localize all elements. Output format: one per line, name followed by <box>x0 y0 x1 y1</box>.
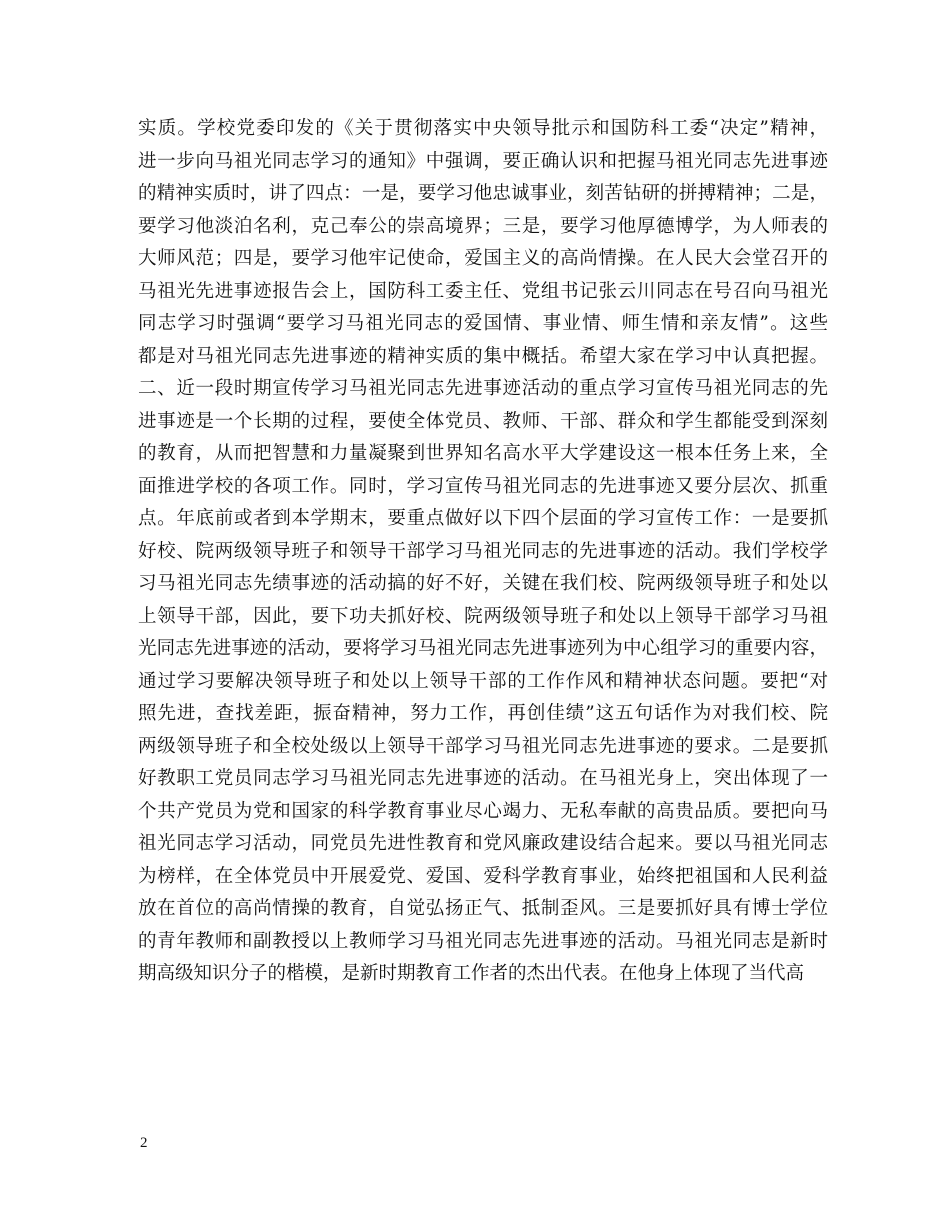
text-line: 马祖光先进事迹报告会上，国防科工委主任、党组书记张云川同志在号召向马祖光 <box>138 280 828 302</box>
text-line: 进事迹是一个长期的过程，要使全体党员、教师、干部、群众和学生都能受到深刻 <box>138 410 828 432</box>
text-line: 点。年底前或者到本学期末，要重点做好以下四个层面的学习宣传工作：一是要抓 <box>138 508 828 529</box>
text-line: 面推进学校的各项工作。同时，学习宣传马祖光同志的先进事迹又要分层次、抓重 <box>138 475 828 497</box>
text-line: 好教职工党员同志学习马祖光同志先进事迹的活动。在马祖光身上，突出体现了一 <box>138 768 828 789</box>
text-line: 个共产党员为党和国家的科学教育事业尽心竭力、无私奉献的高贵品质。要把向马 <box>138 800 828 822</box>
text-line: 的精神实质时，讲了四点：一是，要学习他忠诚事业，刻苦钻研的拼搏精神；二是， <box>138 183 828 204</box>
text-line: 大师风范；四是，要学习他牢记使命，爱国主义的高尚情操。在人民大会堂召开的 <box>138 248 828 269</box>
text-line: 通过学习要解决领导班子和处以上领导干部的工作作风和精神状态问题。要把“对 <box>138 670 828 692</box>
text-line: 的教育，从而把智慧和力量凝聚到世界知名高水平大学建设这一根本任务上来，全 <box>138 443 828 464</box>
text-line: 期高级知识分子的楷模，是新时期教育工作者的杰出代表。在他身上体现了当代高 <box>138 963 805 984</box>
text-line: 二、近一段时期宣传学习马祖光同志先进事迹活动的重点学习宣传马祖光同志的先 <box>138 378 828 399</box>
text-line: 上领导干部，因此，要下功夫抓好校、院两级领导班子和处以上领导干部学习马祖 <box>138 605 828 627</box>
text-line: 放在首位的高尚情操的教育，自觉弘扬正气、抵制歪风。三是要抓好具有博士学位 <box>138 898 828 919</box>
text-line: 的青年教师和副教授以上教师学习马祖光同志先进事迹的活动。马祖光同志是新时 <box>138 930 828 952</box>
text-line: 为榜样，在全体党员中开展爱党、爱国、爱科学教育事业，始终把祖国和人民利益 <box>138 865 828 887</box>
text-line: 照先进，查找差距，振奋精神，努力工作，再创佳绩”这五句话作为对我们校、院 <box>138 703 828 724</box>
text-line: 进一步向马祖光同志学习的通知》中强调，要正确认识和把握马祖光同志先进事迹 <box>138 150 828 172</box>
text-line: 同志学习时强调“要学习马祖光同志的爱国情、事业情、师生情和亲友情”。这些 <box>138 313 828 334</box>
text-line: 光同志先进事迹的活动，要将学习马祖光同志先进事迹列为中心组学习的重要内容， <box>138 638 828 659</box>
text-line: 两级领导班子和全校处级以上领导干部学习马祖光同志先进事迹的要求。二是要抓 <box>138 735 828 757</box>
text-line: 都是对马祖光同志先进事迹的精神实质的集中概括。希望大家在学习中认真把握。 <box>138 345 828 367</box>
text-line: 好校、院两级领导班子和领导干部学习马祖光同志的先进事迹的活动。我们学校学 <box>138 540 828 562</box>
text-line: 实质。学校党委印发的《关于贯彻落实中央领导批示和国防科工委“决定”精神， <box>138 118 828 139</box>
page-number: 2 <box>140 1135 148 1151</box>
body-text <box>138 113 828 991</box>
text-line: 习马祖光同志先绩事迹的活动搞的好不好，关键在我们校、院两级领导班子和处以 <box>138 573 828 594</box>
text-line: 祖光同志学习活动，同党员先进性教育和党风廉政建设结合起来。要以马祖光同志 <box>138 833 828 854</box>
text-line: 要学习他淡泊名利，克己奉公的崇高境界；三是，要学习他厚德博学，为人师表的 <box>138 215 828 237</box>
